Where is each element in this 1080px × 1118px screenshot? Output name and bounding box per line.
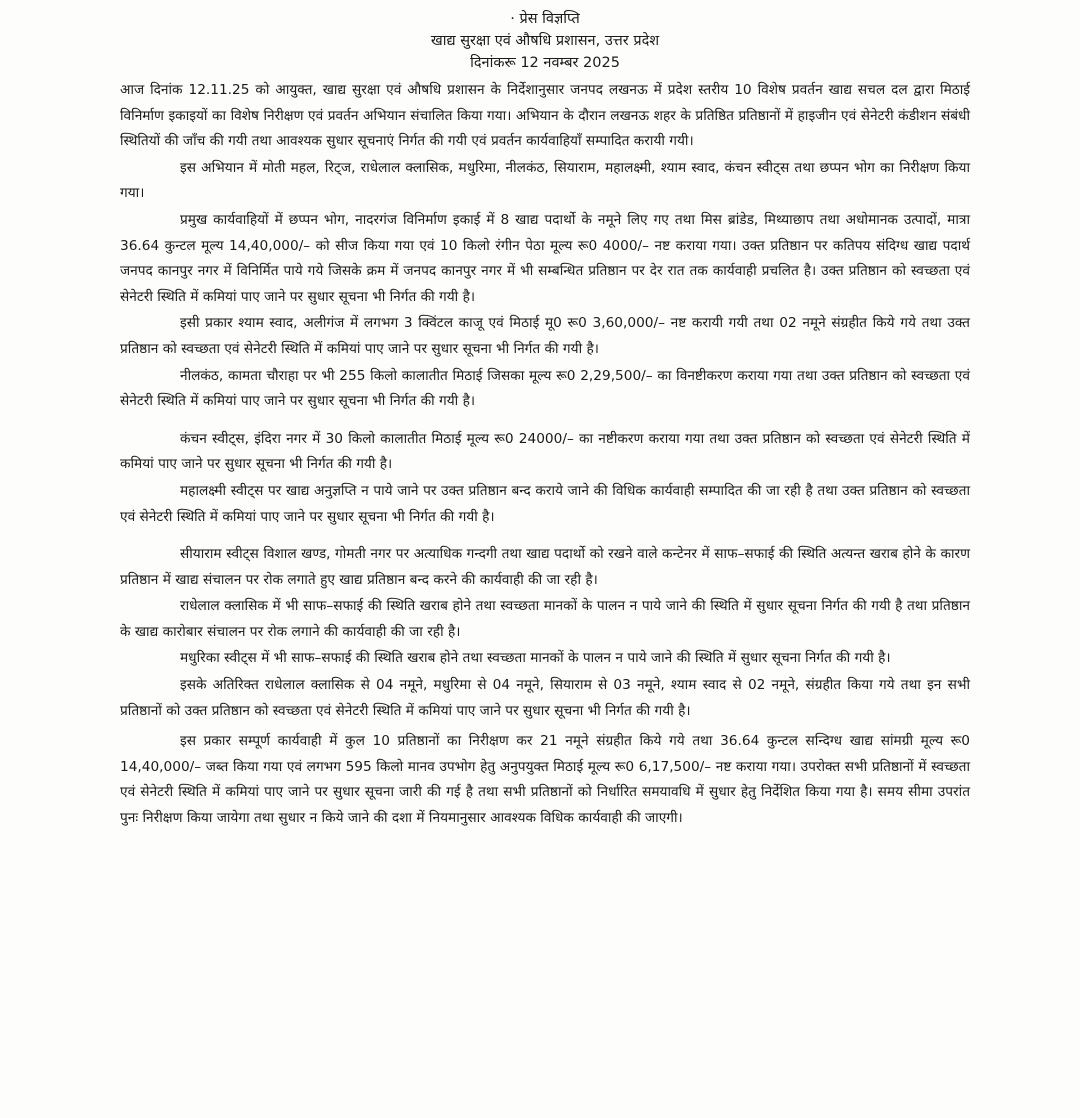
paragraph-neelkanth: नीलकंठ, कामता चौराहा पर भी 255 किलो कालातीत मिठाई जिसका मूल्य रू0 2,29,500/– का विनष्टीकरण कराया गया तथा उक्त प्रतिष्ठान को स्वच्छता एवं सेनेटरी स्थिति में कमियां पाए जाने पर सुधार सूचना भी निर्गत की गयी है। [120,367,970,410]
paragraph-intro: आज दिनांक 12.11.25 को आयुक्त, खाद्य सुरक्षा एवं औषधि प्रशासन के निर्देशानुसार जनपद लखनऊ में प्रदेश स्तरीय 10 विशेष प्रवर्तन खाद्य सचल दल द्वारा मिठाई विनिर्माण इकाइयों का विशेष निरीक्षण एवं प्रवर्तन अभियान संचालित किया गया। अभियान के दौरान लखनऊ शहर के प्रतिष्ठित प्रतिष्ठानों में हाइजीन एवं सेनेटरी कंडीशन संबंधी स्थितियों की जाँच की गयी तथा आवश्यक सुधार सूचनाएं निर्गत की गयी एवं प्रवर्तन कार्यवाहियॉं सम्पादित करायी गयी। [120,82,970,150]
document-body [120,78,970,832]
document-title: · प्रेस विज्ञप्ति [120,8,970,30]
department-name: खाद्य सुरक्षा एवं औषधि प्रशासन, उत्तर प्रदेश [430,33,660,49]
paragraph-shyam-swad: इसी प्रकार श्याम स्वाद, अलीगंज में लगभग 3 क्विंटल काजू एवं मिठाई मू0 रू0 3,60,000/– नष्ट करायी गयी तथा 02 नमूने संग्रहीत किये गये तथा उक्त प्रतिष्ठान को स्वच्छता एवं सेनेटरी स्थिति में कमियां पाए जाने पर सुधार सूचना भी निर्गत की गयी है। [120,315,970,357]
paragraph-madhurika: मधुरिका स्वीट्स में भी साफ–सफाई की स्थिति खराब होने तथा स्वच्छता मानकों के पालन न पाये जाने की स्थिति में सुधार सूचना निर्गत की गयी है। [180,650,891,667]
paragraph-chhappan-bhog: प्रमुख कार्यवाहियों में छप्पन भोग, नादरगंज विनिर्माण इकाई में 8 खाद्य पदार्थो के नमूने लिए गए तथा मिस ब्रांडेड, मिथ्याछाप तथा अधोमानक उत्पादों, मात्रा 36.64 कुन्टल मूल्य 14,40,000/– को सीज किया गया एवं 10 किलो रंगीन पेठा मूल्य रू0 4000/– नष्ट कराया गया। उक्त प्रतिष्ठान पर कतिपय संदिग्ध खाद्य पदार्थ जनपद कानपुर नगर में विनिर्मित पाये गये जिसके क्रम में जनपद कानपुर नगर में भी सम्बन्धित प्रतिष्ठान पर देर रात तक कार्यवाही प्रचलित है। उक्त प्रतिष्ठान को स्वच्छता एवं सेनेटरी स्थिति में कमियां पाए जाने पर सुधार सूचना भी निर्गत की गयी है। [120,211,970,305]
document-header [120,8,970,74]
release-date: दिनांकरू 12 नवम्बर 2025 [470,55,620,71]
paragraph-siyaram: सीयाराम स्वीट्स विशाल खण्ड, गोमती नगर पर अत्याधिक गन्दगी तथा खाद्य पदार्थो को रखने वाले कन्टेनर में साफ–सफाई की स्थिति अत्यन्त खराब होने के कारण प्रतिष्ठान में खाद्य संचालन पर रोक लगाते हुए खाद्य प्रतिष्ठान बन्द करने की कार्यवाही की जा रही है। [120,546,970,588]
paragraph-establishments: इस अभियान में मोती महल, रिट्ज, राधेलाल क्लासिक, मधुरिमा, नीलकंठ, सियाराम, महालक्ष्मी, श्याम स्वाद, कंचन स्वीट्स तथा छप्पन भोग का निरीक्षण किया गया। [120,159,970,202]
paragraph-radhelal: राधेलाल क्लासिक में भी साफ–सफाई की स्थिति खराब होने तथा स्वच्छता मानकों के पालन न पाये जाने की स्थिति में सुधार सूचना निर्गत की गयी है तथा प्रतिष्ठान के खाद्य कारोबार संचालन पर रोक लगाने की कार्यवाही की जा रही है। [120,598,970,640]
paragraph-kanchan-sweets: कंचन स्वीट्स, इंदिरा नगर में 30 किलो कालातीत मिठाई मूल्य रू0 24000/– का नष्टीकरण कराया गया तथा उक्त प्रतिष्ठान को स्वच्छता एवं सेनेटरी स्थिति में कमियां पाए जाने पर सुधार सूचना भी निर्गत की गयी है। [120,430,970,473]
paragraph-samples: इसके अतिरिक्त राधेलाल क्लासिक से 04 नमूने, मधुरिमा से 04 नमूने, सियाराम से 03 नमूने, श्याम स्वाद से 02 नमूने, संग्रहीत किया गये तथा इन सभी प्रतिष्ठानों को उक्त प्रतिष्ठान को स्वच्छता एवं सेनेटरी स्थिति में कमियां पाए जाने पर सुधार सूचना भी निर्गत की गयी है। [120,677,970,719]
paragraph-mahalakshmi: महालक्ष्मी स्वीट्स पर खाद्य अनुज्ञप्ति न पाये जाने पर उक्त प्रतिष्ठान बन्द कराये जाने की विधिक कार्यवाही सम्पादित की जा रही है तथा उक्त प्रतिष्ठान को स्वच्छता एवं सेनेटरी स्थिति में कमियां पाए जाने पर सुधार सूचना भी निर्गत की गयी है। [120,482,970,525]
paragraph-summary: इस प्रकार सम्पूर्ण कार्यवाही में कुल 10 प्रतिष्ठानों का निरीक्षण कर 21 नमूने संग्रहीत किये गये तथा 36.64 कुन्टल सन्दिग्ध खाद्य सांमग्री मूल्य रू0 14,40,000/– जब्त किया गया एवं लगभग 595 किलो मानव उपभोग हेतु अनुपयुक्त मिठाई मूल्य रू0 6,17,500/– नष्ट कराया गया। उपरोक्त सभी प्रतिष्ठानों में स्वच्छता एवं सेनेटरी स्थिति में कमियां पाए जाने पर सुधार सूचना जारी की गई है तथा सभी प्रतिष्ठानों को निर्धारित समयावधि में सुधार हेतु निर्देशित किया गया है। समय सीमा उपरांत पुनः निरीक्षण किया जायेगा तथा सुधार न किये जाने की दशा में नियमानुसार आवश्यक विधिक कार्यवाही की जाएगी। [120,733,970,827]
